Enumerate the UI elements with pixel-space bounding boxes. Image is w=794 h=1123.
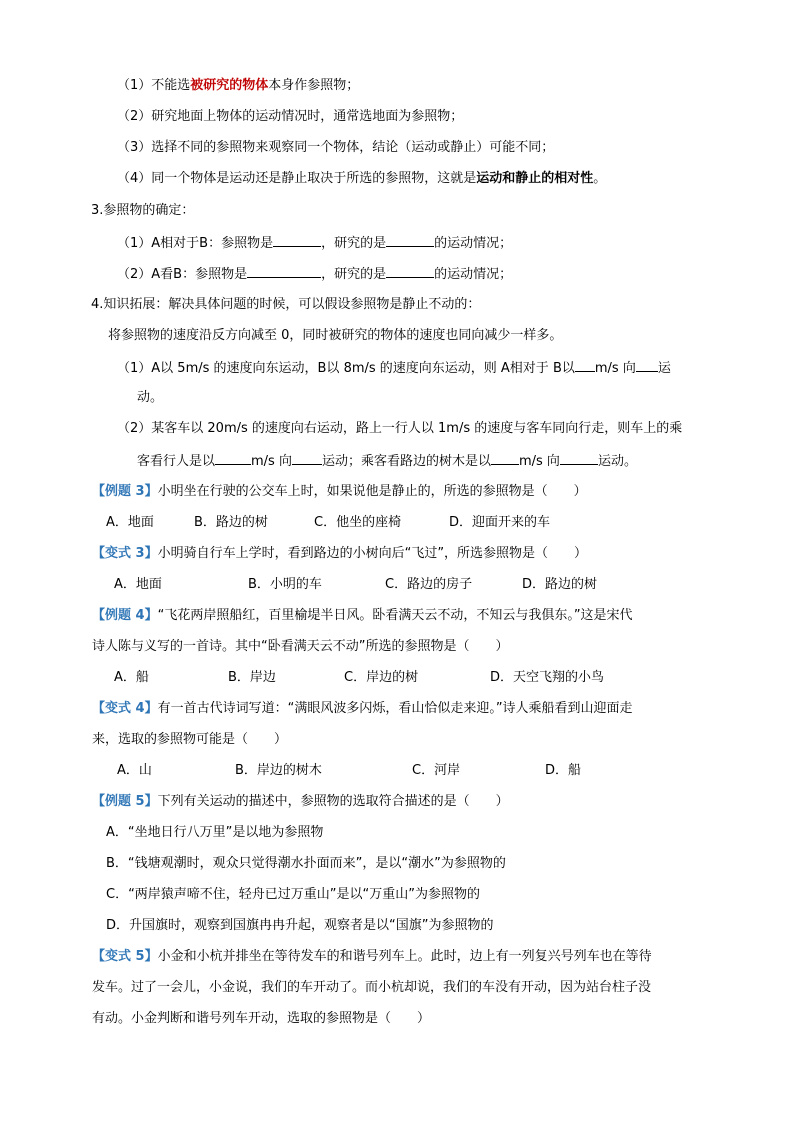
- answer-blank[interactable]: [292, 451, 322, 465]
- section-4-q1-cont: 动。: [137, 390, 164, 405]
- option-c[interactable]: C．他坐的座椅: [314, 515, 402, 530]
- option-b[interactable]: B．“钱塘观潮时，观众只觉得潮水扑面而来”，是以“潮水”为参照物的: [106, 856, 506, 871]
- option-c[interactable]: C．河岸: [412, 763, 461, 778]
- answer-blank[interactable]: [215, 451, 251, 465]
- section-4-intro: 将参照物的速度沿反方向减至 0，同时被研究的物体的速度也同向减少一样多。: [108, 328, 563, 343]
- variant-5-stem-1: 【变式 5】小金和小杭并排坐在等待发车的和谐号列车上。此时，边上有一列复兴号列车也在等待: [92, 949, 652, 964]
- option-a[interactable]: A．山: [117, 763, 152, 778]
- variant-4-stem-1: 【变式 4】有一首古代诗词写道：“满眼风波多闪烁，看山恰似走来迎。”诗人乘船看到山迎面走: [92, 701, 633, 716]
- example-tag: 【例题 4】: [92, 608, 158, 623]
- option-c[interactable]: C．“两岸猿声啼不住，轻舟已过万重山”是以“万重山”为参照物的: [106, 887, 481, 902]
- section-4-q2-cont: 客看行人是以 m/s 向 运动；乘客看路边的树木是以 m/s 向 运动。: [137, 451, 637, 471]
- variant-5-stem-2: 发车。过了一会儿，小金说，我们的车开动了。而小杭却说，我们的车没有开动，因为站台柱子没: [92, 980, 652, 995]
- variant-3-stem: 【变式 3】小明骑自行车上学时，看到路边的小树向后“飞过”，所选参照物是（ ）: [92, 546, 588, 561]
- highlight-studied-object: 被研究的物体: [190, 78, 269, 93]
- variant-4-stem-2: 来，选取的参照物可能是（ ）: [92, 732, 288, 747]
- variant-5-stem-3: 有动。小金判断和谐号列车开动，选取的参照物是（ ）: [92, 1011, 431, 1026]
- answer-blank[interactable]: [560, 451, 598, 465]
- option-c[interactable]: C．岸边的树: [344, 670, 419, 685]
- option-a[interactable]: A．地面: [114, 577, 162, 592]
- answer-blank[interactable]: [273, 233, 321, 247]
- option-b[interactable]: B．岸边的树木: [235, 763, 322, 778]
- example-tag: 【例题 3】: [92, 484, 158, 499]
- example-5-stem: 【例题 5】下列有关运动的描述中，参照物的选取符合描述的是（ ）: [92, 794, 509, 809]
- option-c[interactable]: C．路边的房子: [385, 577, 473, 592]
- section-4-heading: 4.知识拓展：解决具体问题的时候，可以假设参照物是静止不动的：: [91, 297, 481, 312]
- variant-tag: 【变式 3】: [92, 546, 158, 561]
- note-1: （1）不能选被研究的物体本身作参照物；: [117, 78, 360, 93]
- section-3-item-1: （1）A相对于B：参照物是 ，研究的是 的运动情况；: [117, 233, 512, 253]
- answer-blank[interactable]: [386, 233, 434, 247]
- answer-blank[interactable]: [636, 358, 658, 372]
- example-4-stem-2: 诗人陈与义写的一首诗。其中“卧看满天云不动”所选的参照物是（ ）: [92, 639, 509, 654]
- note-4: （4）同一个物体是运动还是静止取决于所选的参照物，这就是运动和静止的相对性。: [117, 171, 607, 186]
- highlight-relativity: 运动和静止的相对性: [476, 171, 594, 186]
- note-2: （2）研究地面上物体的运动情况时，通常选地面为参照物；: [117, 109, 464, 124]
- option-b[interactable]: B．小明的车: [248, 577, 322, 592]
- section-4-q1: （1）A以 5m/s 的速度向东运动，B以 8m/s 的速度向东运动，则 A相对于 B以 m/s 向 运: [117, 358, 671, 378]
- option-b[interactable]: B．岸边: [228, 670, 276, 685]
- section-3-item-2: （2）A看B：参照物是 ，研究的是 的运动情况；: [117, 264, 512, 284]
- option-d[interactable]: D．天空飞翔的小鸟: [490, 670, 605, 685]
- option-b[interactable]: B．路边的树: [194, 515, 268, 530]
- example-tag: 【例题 5】: [92, 794, 158, 809]
- example-4-stem-1: 【例题 4】“飞花两岸照船红，百里榆堤半日风。卧看满天云不动，不知云与我俱东。”这是宋代: [92, 608, 633, 623]
- variant-tag: 【变式 5】: [92, 949, 158, 964]
- answer-blank[interactable]: [247, 264, 321, 278]
- section-4-q2: （2）某客车以 20m/s 的速度向右运动，路上一行人以 1m/s 的速度与客车同向行走，则车上的乘: [117, 421, 683, 436]
- note-3: （3）选择不同的参照物来观察同一个物体，结论（运动或静止）可能不同；: [117, 140, 555, 155]
- option-d[interactable]: D．船: [545, 763, 582, 778]
- option-a[interactable]: A．地面: [106, 515, 154, 530]
- option-a[interactable]: A．船: [114, 670, 149, 685]
- variant-tag: 【变式 4】: [92, 701, 158, 716]
- answer-blank[interactable]: [575, 358, 595, 372]
- example-3-stem: 【例题 3】小明坐在行驶的公交车上时，如果说他是静止的，所选的参照物是（ ）: [92, 484, 587, 499]
- option-d[interactable]: D．迎面开来的车: [449, 515, 551, 530]
- answer-blank[interactable]: [491, 451, 519, 465]
- section-3-heading: 3.参照物的确定：: [91, 203, 195, 218]
- answer-blank[interactable]: [386, 264, 434, 278]
- option-d[interactable]: D．路边的树: [522, 577, 598, 592]
- option-a[interactable]: A．“坐地日行八万里”是以地为参照物: [106, 825, 324, 840]
- option-d[interactable]: D．升国旗时，观察到国旗冉冉升起，观察者是以“国旗”为参照物的: [106, 918, 494, 933]
